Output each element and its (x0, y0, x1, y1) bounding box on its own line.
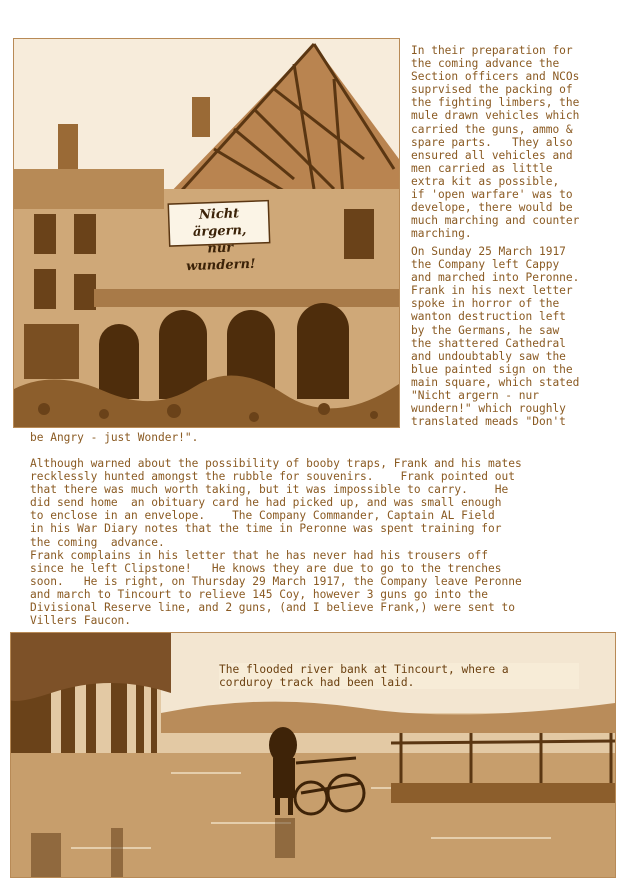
flood-photo-caption: The flooded river bank at Tincourt, where a corduroy track had been laid. (219, 663, 579, 689)
sign-text (170, 204, 270, 275)
tincourt-flood-photo (10, 632, 616, 878)
body-paragraph-4: Frank complains in his letter that he has never had his trousers off since he left Clipstone! He knows they are due to go to the trenches soon. He is right, on Thursday 29 March 1917, the Company leave Peronne and march to Tincourt to relieve 145 Coy, however 3 guns go into the Divisional Reserve line, and 2 guns, (and I believe Frank,) were sent to Villers Faucon. (30, 549, 522, 628)
right-column-paragraph-1: In their preparation for the coming advance the Section officers and NCOs suprvised the packing of the fighting limbers, the mule drawn vehicles which carried the guns, ammo & spare parts. They also ensured all vehicles and men carried as little extra kit as possible, if 'open warfare' was to develope, there would be much marching and counter marching. (411, 44, 580, 241)
sign-line-2: nur wundern! (185, 240, 256, 275)
sign-line-1: Nicht ärgern, (192, 206, 247, 240)
body-paragraph-3: Although warned about the possibility of booby traps, Frank and his mates recklessly hunted amongst the rubble for souvenirs. Frank pointed out that there was much worth taking, but it was impossible to carry. He did send home an obituary card he had picked up, and was small enough to enclose in an envelope. The Company Commander, Captain AL Field in his War Diary notes that the time in Peronne was spent training for the coming advance. (30, 457, 522, 549)
right-column-paragraph-2: On Sunday 25 March 1917 the Company left Cappy and marched into Peronne. Frank in his next letter spoke in horror of the wanton destruction left by the Germans, he saw the shattered Cathedral and undoubtably saw the blue painted sign on the main square, which stated "Nicht argern - nur wundern!" which roughly translated meads "Don't (411, 245, 580, 429)
peronne-ruins-photo (13, 38, 400, 428)
quote-continuation: be Angry - just Wonder!". (30, 431, 199, 444)
